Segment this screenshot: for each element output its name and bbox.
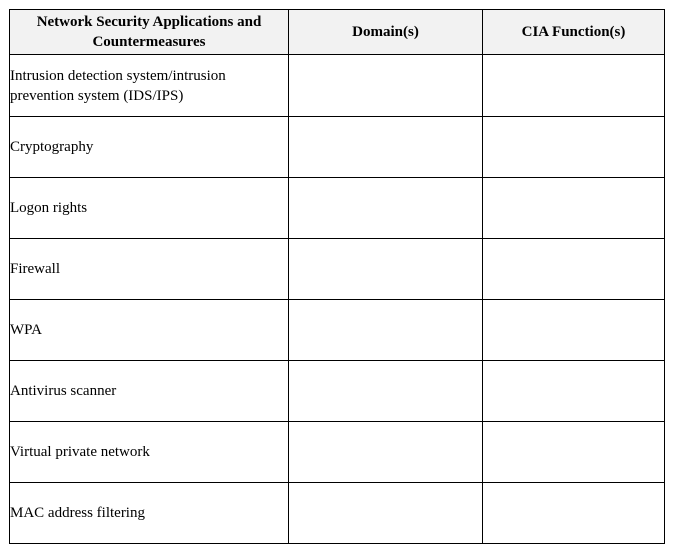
cia-functions-cell[interactable] — [483, 239, 665, 300]
application-cell: MAC address filtering — [10, 483, 289, 544]
application-cell: Intrusion detection system/intrusion prevention system (IDS/IPS) — [10, 55, 289, 117]
cia-functions-cell[interactable] — [483, 55, 665, 117]
table-row — [10, 422, 665, 483]
table-row — [10, 483, 665, 544]
domains-cell[interactable] — [289, 361, 483, 422]
application-cell: WPA — [10, 300, 289, 361]
application-cell: Logon rights — [10, 178, 289, 239]
header-row — [10, 10, 665, 55]
cia-functions-cell[interactable] — [483, 483, 665, 544]
domains-cell[interactable] — [289, 117, 483, 178]
cia-functions-cell[interactable] — [483, 178, 665, 239]
table-row — [10, 361, 665, 422]
application-cell: Virtual private network — [10, 422, 289, 483]
table-row — [10, 239, 665, 300]
security-applications-table — [9, 9, 665, 544]
cia-functions-cell[interactable] — [483, 117, 665, 178]
domains-cell[interactable] — [289, 422, 483, 483]
table-row — [10, 178, 665, 239]
table-row — [10, 300, 665, 361]
table-row — [10, 117, 665, 178]
cia-functions-cell[interactable] — [483, 422, 665, 483]
header-domains: Domain(s) — [289, 10, 483, 55]
cia-functions-cell[interactable] — [483, 300, 665, 361]
application-cell: Firewall — [10, 239, 289, 300]
application-cell: Cryptography — [10, 117, 289, 178]
application-cell: Antivirus scanner — [10, 361, 289, 422]
domains-cell[interactable] — [289, 55, 483, 117]
header-cia-functions: CIA Function(s) — [483, 10, 665, 55]
domains-cell[interactable] — [289, 178, 483, 239]
domains-cell[interactable] — [289, 483, 483, 544]
domains-cell[interactable] — [289, 300, 483, 361]
cia-functions-cell[interactable] — [483, 361, 665, 422]
domains-cell[interactable] — [289, 239, 483, 300]
header-applications: Network Security Applications and Countermeasures — [10, 10, 289, 55]
table-row — [10, 55, 665, 117]
